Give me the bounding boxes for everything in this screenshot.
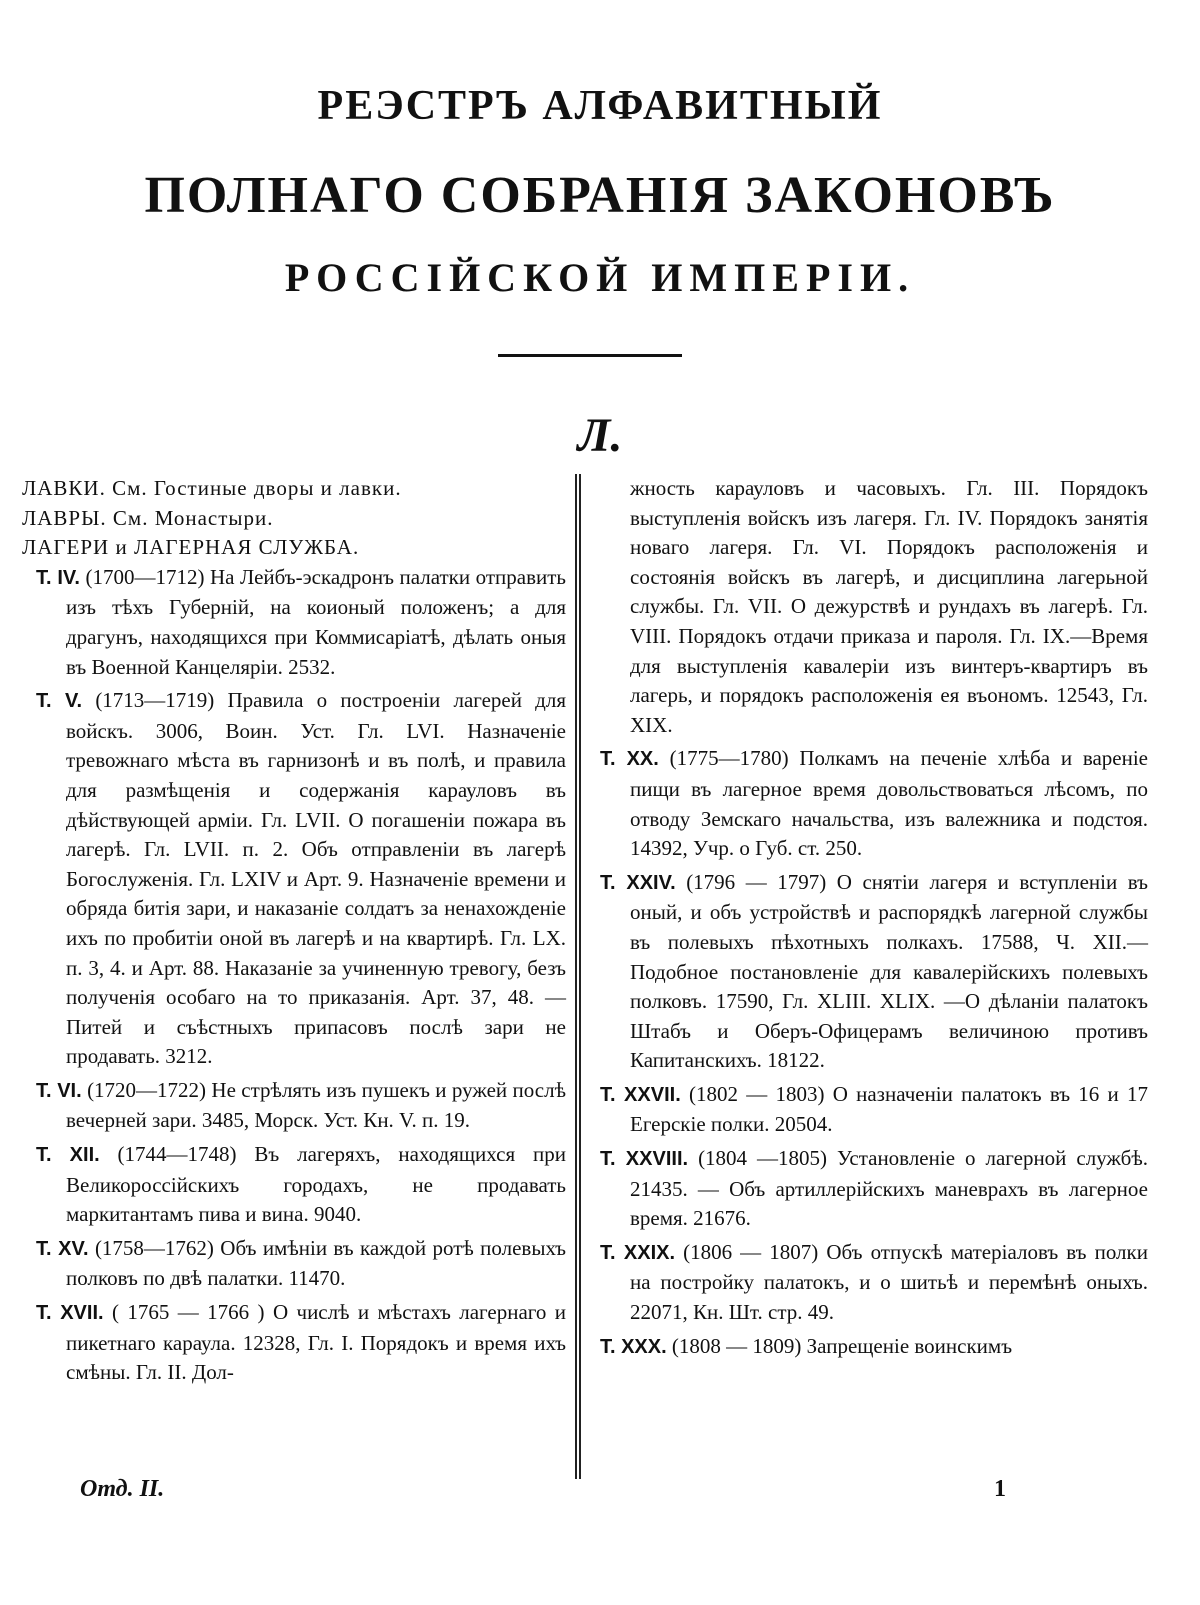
left-column — [22, 474, 566, 1392]
volume-label: Т. IV. — [36, 566, 80, 589]
entry-text: ( 1765 — 1766 ) О числѣ и мѣстахъ лагернаго и пикетнаго караула. 12328, Гл. I. Порядокъ и время ихъ смѣны. Гл. II. Дол- — [66, 1300, 566, 1385]
entry-text: (1700—1712) На Лейбъ-эскадронъ палатки отправить изъ тѣхъ Губерній, на коионый положенъ; а для драгунъ, находящихся при Коммисаріатѣ, дѣлать оныя въ Военной Канцеляріи. 2532. — [66, 564, 566, 679]
entry-t5 — [22, 686, 566, 1072]
column-divider — [575, 474, 581, 1479]
entry-t4 — [22, 563, 566, 682]
entry-text: (1758—1762) Объ имѣніи въ каждой ротѣ полевыхъ полковъ по двѣ палатки. 11470. — [66, 1235, 566, 1291]
entry-text: (1775—1780) Полкамъ на печеніе хлѣба и вареніе пищи въ лагерное время довольствоваться лѣсомъ, по отводу Земскаго начальства, изъ валежника и подстоя. 14392, Учр. о Губ. ст. 250. — [630, 746, 1149, 861]
entry-t15 — [22, 1234, 566, 1294]
volume-label: Т. XX. — [600, 748, 659, 771]
footer-section-label: Отд. II. — [80, 1476, 165, 1502]
entry-t29 — [600, 1238, 1148, 1328]
title-line-2: ПОЛНАГО СОБРАНІЯ ЗАКОНОВЪ — [144, 167, 1056, 224]
heading-lavki: ЛАВКИ. См. Гостиные дворы и лавки. — [22, 476, 402, 500]
entry-text: (1804 —1805) Установленіе о лагерной службѣ. 21435. — Объ артиллерійскихъ маневрахъ въ лагерное время. 21676. — [630, 1146, 1149, 1231]
entry-t12 — [22, 1140, 566, 1230]
entry-t24 — [600, 868, 1148, 1076]
heading-lavry: ЛАВРЫ. См. Монастыри. — [22, 505, 274, 530]
right-column — [600, 474, 1148, 1366]
entry-text: (1744—1748) Въ лагеряхъ, находящихся при Великороссійскихъ городахъ, не продавать маркитантамъ пива и вина. 9040. — [66, 1142, 566, 1227]
volume-label: Т. XXIV. — [600, 871, 676, 894]
volume-label: Т. VI. — [36, 1079, 82, 1102]
entry-t28 — [600, 1144, 1148, 1234]
entry-t30 — [600, 1332, 1148, 1363]
entry-text: (1808 — 1809) Запрещеніе воинскимъ — [671, 1333, 1013, 1358]
volume-label: Т. XXIX. — [600, 1241, 676, 1264]
volume-label: Т. V. — [36, 690, 83, 713]
title-rule — [498, 354, 682, 357]
title-line-1: РЕЭСТРЪ АЛФАВИТНЫЙ — [317, 83, 883, 129]
volume-label: Т. XXVIII. — [600, 1148, 689, 1171]
entry-text: (1806 — 1807) Объ отпускѣ матеріаловъ въ полки на постройку палатокъ, и о шитьѣ и перемѣнѣ оныхъ. 22071, Кн. Шт. стр. 49. — [630, 1239, 1148, 1325]
volume-label: Т. XXX. — [600, 1335, 667, 1358]
entry-text: (1802 — 1803) О назначеніи палатокъ въ 16 и 17 Егерскіе полки. 20504. — [630, 1081, 1149, 1137]
entry-text: (1796 — 1797) О снятіи лагеря и вступленіи въ оный, и объ устройствѣ и распорядкѣ лагерной службы въ полевыхъ пѣхотныхъ полкахъ. 17588, Ч. XII.—Подобное постановленіе для кавалерійскихъ полевыхъ полковъ. 17590, Гл. XLIII. XLIX. —О дѣланіи палатокъ Штабъ и Оберъ-Офицерамъ величиною противъ Капитанскихъ. 18122. — [630, 869, 1149, 1073]
entry-t6 — [22, 1076, 566, 1136]
heading-lageri: ЛАГЕРИ и ЛАГЕРНАЯ СЛУЖБА. — [22, 535, 360, 560]
entry-t27 — [600, 1080, 1148, 1140]
volume-label: Т. XXVII. — [600, 1083, 681, 1106]
entry-t17 — [22, 1298, 566, 1388]
volume-label: Т. XVII. — [36, 1302, 104, 1325]
section-letter: Л. — [577, 409, 623, 462]
entry-text: (1713—1719) Правила о построеніи лагерей для войскъ. 3006, Воин. Уст. Гл. LVI. Назначеніе тревожнаго мѣста въ гарнизонѣ и въ полѣ, и правила для размѣщенія и содержанія карауловъ въ дѣйствующей арміи. Гл. LVII. О погашеніи пожара въ лагерѣ. Гл. LVII. п. 2. Объ отправленіи въ лагерѣ Богослуженія. Гл. LXIV и Арт. 9. Назначеніе времени и обряда битія зари, и наказаніе солдатъ за ненахожденіе ихъ по пробитіи оной въ лагерѣ и на квартирѣ. Гл. LX. п. 3, 4. и Арт. 88. Наказаніе за учиненную тревогу, безъ полученія особаго на то приказанія. Арт. 37, 48. — Питей и съѣстныхъ припасовъ послѣ зари не продавать. 3212. — [66, 688, 567, 1069]
title-line-3: РОССІЙСКОЙ ИМПЕРІИ. — [284, 255, 916, 300]
volume-label: Т. XII. — [36, 1144, 100, 1167]
entry-t20 — [600, 744, 1148, 863]
continued-text: жность карауловъ и часовыхъ. Гл. III. Порядокъ выступленія войскъ изъ лагеря. Гл. IV. Порядокъ занятія новаго лагеря. Гл. VI. Порядокъ расположенія и состоянія войскъ въ лагерѣ, и дисциплина лагерьной службы. Гл. VII. О дежурствѣ и рундахъ въ лагерѣ. Гл. VIII. Порядокъ отдачи приказа и пароля. Гл. IX.—Время для выступленія кавалеріи изъ винтеръ-квартиръ въ лагерь, и порядокъ расположенія ея въономъ. 12543, Гл. XIX. — [630, 476, 1148, 737]
page-number: 1 — [994, 1476, 1006, 1502]
volume-label: Т. XV. — [36, 1237, 89, 1260]
entry-text: (1720—1722) Не стрѣлять изъ пушекъ и ружей послѣ вечерней зари. 3485, Морск. Уст. Кн. V. п. 19. — [66, 1077, 567, 1133]
